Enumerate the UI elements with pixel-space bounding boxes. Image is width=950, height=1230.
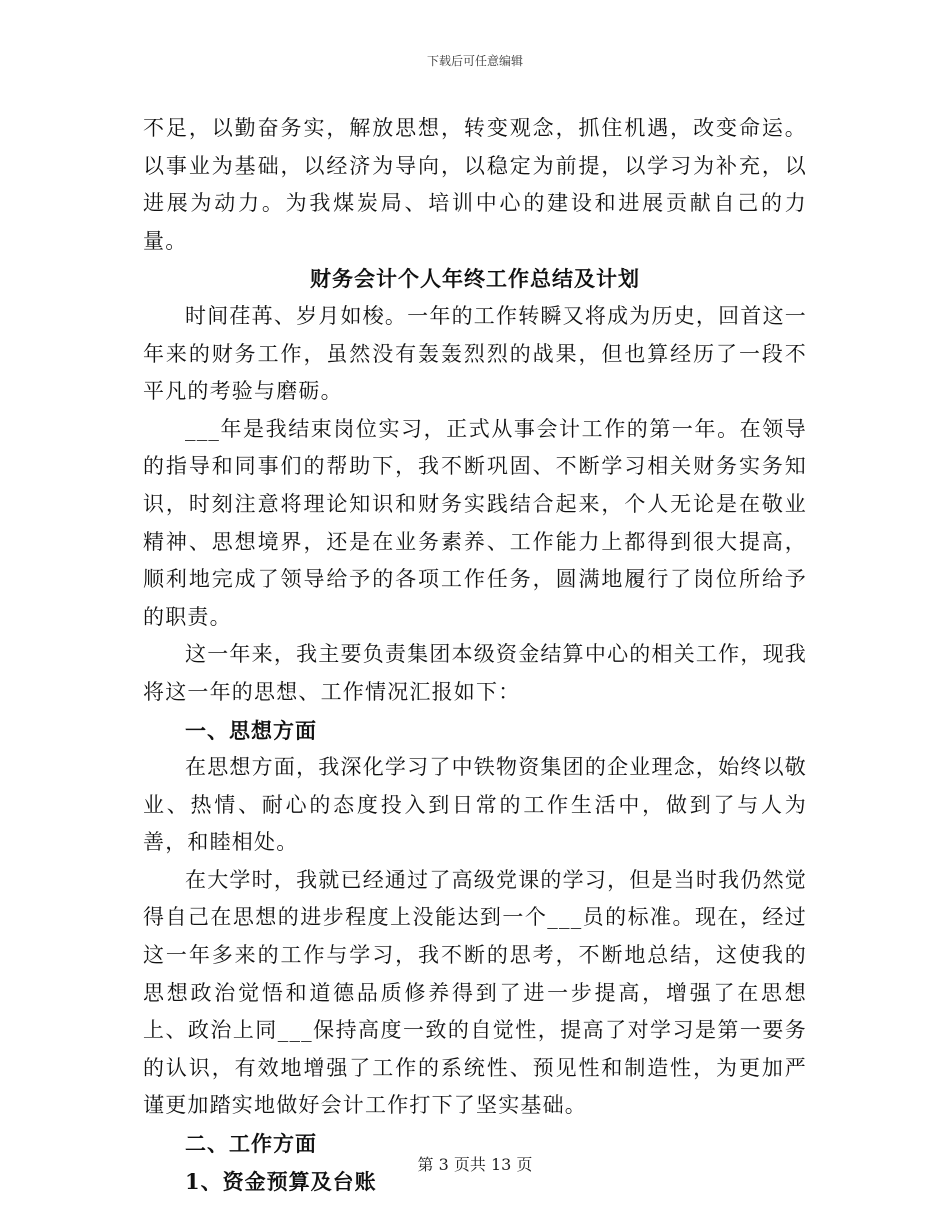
paragraph-3: 这一年来，我主要负责集团本级资金结算中心的相关工作，现我将这一年的思想、工作情况汇报如下： — [143, 642, 807, 704]
section-heading-thought: 一、思想方面 — [185, 717, 317, 743]
paragraph-intro: 不足，以勤奋务实，解放思想，转变观念，抓住机遇，改变命运。以事业为基础，以经济为导向，以稳定为前提，以学习为补充，以进展为动力。为我煤炭局、培训中心的建设和进展贡献自己的力量。 — [143, 116, 807, 253]
paragraph-5: 在大学时，我就已经通过了高级党课的学习，但是当时我仍然觉得自己在思想的进步程度上没能达到一个___员的标准。现在，经过这一年多来的工作与学习，我不断的思考，不断地总结，这使我的思想政治觉悟和道德品质修养得到了进一步提高，增强了在思想上、政治上同___保持高度一致的自觉性，提高了对学习是第一要务的认识，有效地增强了工作的系统性、预见性和制造性，为更加严谨更加踏实地做好会计工作打下了坚实基础。 — [143, 867, 807, 1118]
document-title: 财务会计个人年终工作总结及计划 — [310, 266, 640, 292]
paragraph-4: 在思想方面，我深化学习了中铁物资集团的企业理念，始终以敬业、热情、耐心的态度投入到日常的工作生活中，做到了与人为善，和睦相处。 — [143, 755, 807, 855]
page-number: 第 3 页共 13 页 — [417, 1155, 533, 1174]
paragraph-2: ___年是我结束岗位实习，正式从事会计工作的第一年。在领导的指导和同事们的帮助下，我不断巩固、不断学习相关财务实务知识，时刻注意将理论知识和财务实践结合起来，个人无论是在敬业精神、思想境界，还是在业务素养、工作能力上都得到很大提高，顺利地完成了领导给予的各项工作任务，圆满地履行了岗位所给予的职责。 — [143, 416, 807, 629]
page-header: 下载后可任意编辑 — [426, 54, 523, 68]
paragraph-1: 时间荏苒、岁月如梭。一年的工作转瞬又将成为历史，回首这一年来的财务工作，虽然没有轰轰烈烈的战果，但也算经历了一段不平凡的考验与磨砺。 — [143, 303, 807, 404]
section-heading-work: 二、工作方面 — [185, 1131, 317, 1157]
document-body — [143, 110, 807, 1200]
subsection-heading-budget: 1、资金预算及台账 — [185, 1168, 377, 1194]
